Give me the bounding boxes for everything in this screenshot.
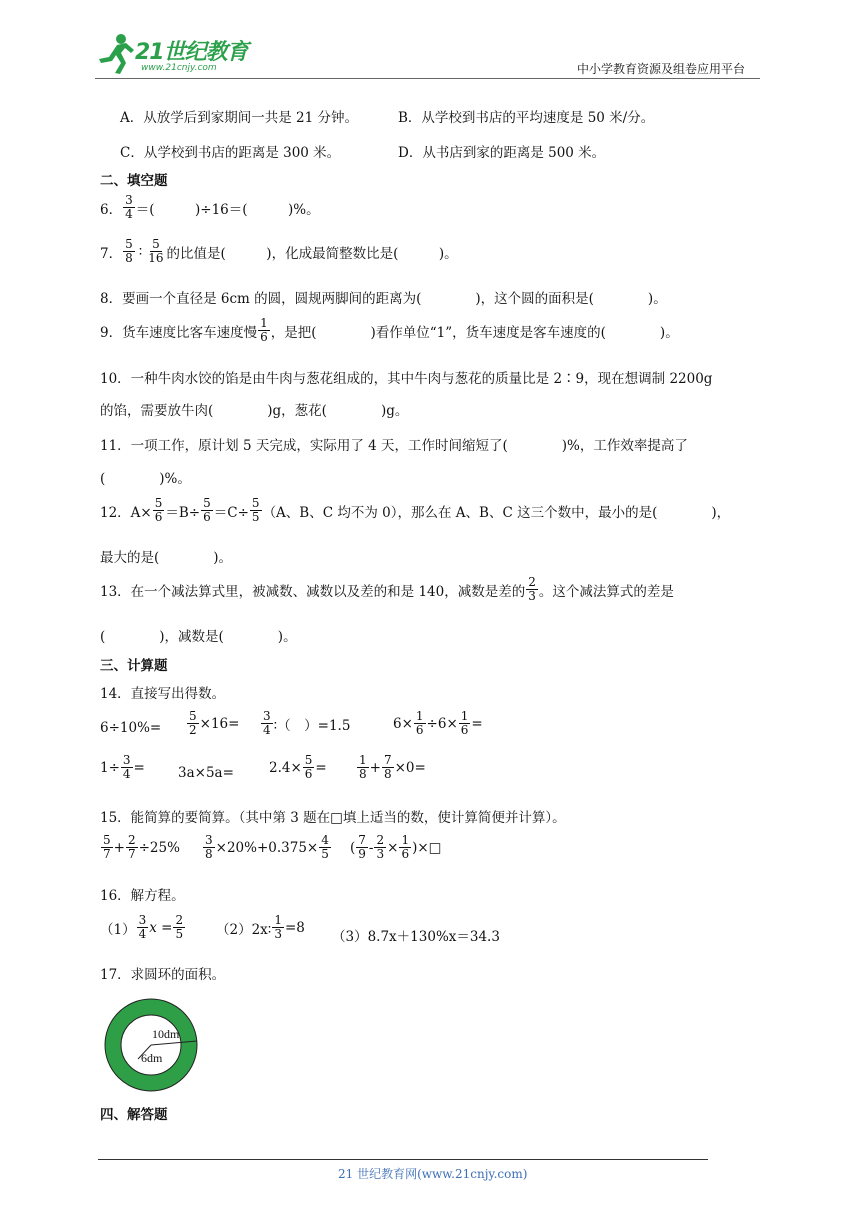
header-divider [95,78,760,79]
q15-expr-b: $\frac{3}{8}$ ×20%+0.375× $\frac{4}{5}$ [205,833,329,861]
question-8: 8．要画一个直径是 6cm 的圆，圆规两脚间的距离为( )，这个圆的面积是( )。 [100,291,667,307]
q14-expr-5: 1÷ $\frac{3}{4}$ = [100,753,145,781]
q14-expr-6: 3a×5a= [178,765,234,781]
runner-icon [95,33,135,75]
option-c: C．从学校到书店的距离是 300 米。 [120,145,341,161]
question-7: 7． $\frac{5}{8}$ ∶ $\frac{5}{16}$ 的比值是( )，化成最简整数比是( )。 [100,237,458,265]
question-13: 13．在一个减法算式里，被减数、减数以及差的和是 140，减数是差的 $\frac{2}{3}$ 。这个减法算式的差是 [100,575,674,603]
section-title-calculation: 三、计算题 [100,658,168,674]
option-a: A．从放学后到家期间一共是 21 分钟。 [120,110,359,126]
q14-expr-2: $\frac{5}{2}$ ×16= [189,709,240,737]
q15-expr-c: ( $\frac{7}{9}$ - $\frac{2}{3}$ × $\frac{1}{6}$ )×□ [350,833,442,861]
section-title-fill-blank: 二、填空题 [100,173,168,189]
question-10-line1: 10．一种牛肉水饺的馅是由牛肉与葱花组成的，其中牛肉与葱花的质量比是 2∶9，现在想调制 2200g [100,371,713,387]
question-12-line2: 最大的是( )。 [100,550,233,566]
q14-expr-1: 6÷10%= [100,720,162,736]
question-10-line2: 的馅，需要放牛肉( )g，葱花( )g。 [100,403,409,419]
outer-radius-label: 10dm [152,1027,180,1041]
question-9: 9．货车速度比客车速度慢 $\frac{1}{6}$ ，是把( )看作单位“1”，货车速度是客车速度的( )。 [100,316,679,344]
q14-expr-4: 6× $\frac{1}{6}$ ÷6× $\frac{1}{6}$ = [393,709,483,737]
question-15: 15．能简算的要简算。（其中第 3 题在□填上适当的数，使计算简便并计算）。 [100,810,566,826]
question-6: 6． $\frac{3}{4}$ ＝( )÷16＝( )%。 [100,193,320,221]
q16-eq-1: （1） $\frac{3}{4}$ x = $\frac{2}{5}$ [100,913,184,941]
option-b: B．从学校到书店的平均速度是 50 米/分。 [398,110,655,126]
question-14: 14．直接写出得数。 [100,686,226,702]
footer-text: 21 世纪教育网(www.21cnjy.com) [338,1167,528,1181]
question-11-line2: ( )%。 [100,471,191,487]
q15-expr-a: $\frac{5}{7}$ + $\frac{2}{7}$ ÷25% [103,833,180,861]
logo-url: www.21cnjy.com [141,63,217,73]
q16-eq-3: （3）8.7x＋130%x＝34.3 [332,929,500,945]
option-d: D．从书店到家的距离是 500 米。 [398,145,606,161]
question-12: 12．A× $\frac{5}{6}$ ＝B÷ $\frac{5}{6}$ ＝C÷ $\frac{5}{5}$ （A、B、C 均不为 0），那么在 A、B、C 这三个数中，最小的是( )， [100,496,731,524]
section-title-answer: 四、解答题 [100,1107,168,1123]
fraction: $\frac{3}{4}$ [125,193,133,221]
footer-divider [98,1159,708,1160]
q14-expr-8: $\frac{1}{8}$ + $\frac{7}{8}$ ×0= [359,753,426,781]
ring-figure [100,998,204,1094]
header-logo [95,33,255,77]
question-16: 16．解方程。 [100,888,185,904]
header-platform-text: 中小学教育资源及组卷应用平台 [577,62,746,76]
inner-radius-label: 6dm [141,1051,163,1065]
q16-eq-2: （2）2x∶ $\frac{1}{3}$ =8 [216,913,305,941]
question-13-line2: ( )，减数是( )。 [100,629,297,645]
q14-expr-3: $\frac{3}{4}$ ∶（ ）=1.5 [263,709,351,737]
question-11-line1: 11．一项工作，原计划 5 天完成，实际用了 4 天，工作时间缩短了( )%，工作效率提高了 [100,438,688,454]
q14-expr-7: 2.4× $\frac{5}{6}$ = [269,753,327,781]
logo-text: 21世纪教育 [135,40,248,65]
question-17: 17．求圆环的面积。 [100,967,226,983]
